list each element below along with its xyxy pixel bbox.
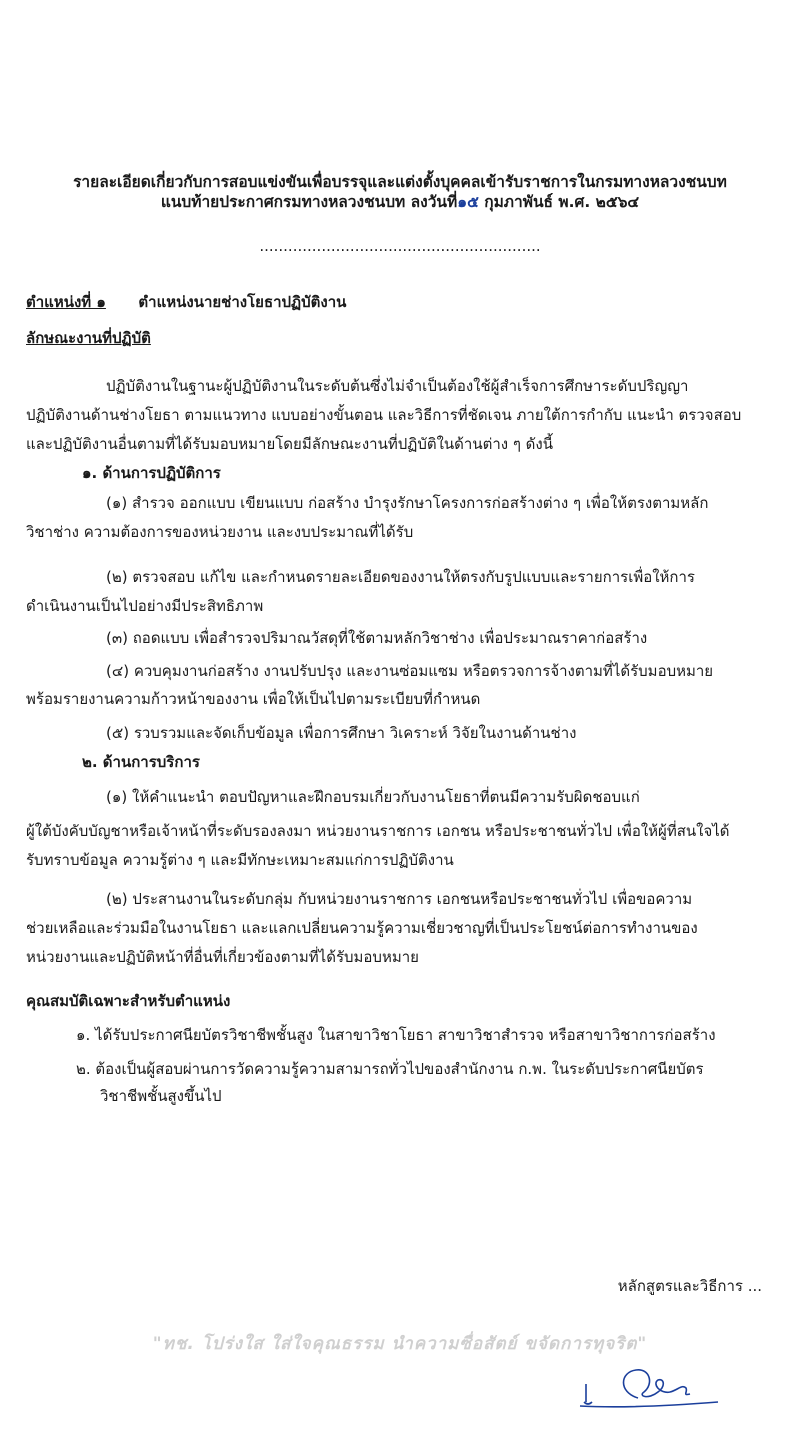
doc-title-line2 (0, 192, 800, 212)
services-item-1-cont-b: รับทราบข้อมูล ความรู้ต่าง ๆ และมีทักษะเหมาะสมแก่การปฏิบัติงาน (26, 851, 454, 869)
intro-line-2: ปฏิบัติงานด้านช่างโยธา ตามแนวทาง แบบอย่างขั้นตอน และวิธีการที่ชัดเจน ภายใต้การกำกับ แนะนำ ตรวจสอบ (26, 406, 742, 424)
doc-title-date: กุมภาพันธ์ พ.ศ. ๒๕๖๔ (478, 193, 640, 211)
qualifications-heading: คุณสมบัติเฉพาะสำหรับตำแหน่ง (26, 992, 231, 1010)
position-title: ตำแหน่งนายช่างโยธาปฏิบัติงาน (138, 293, 347, 311)
operations-item-2: (๒) ตรวจสอบ แก้ไข และกำหนดรายละเอียดของงานให้ตรงกับรูปแบบและรายการเพื่อให้การ (106, 568, 695, 586)
qualification-item-1: ๑. ได้รับประกาศนียบัตรวิชาชีพชั้นสูง ในสาขาวิชาโยธา สาขาวิชาสำรวจ หรือสาขาวิชาการก่อสร้าง (76, 1026, 716, 1044)
operations-item-3: (๓) ถอดแบบ เพื่อสำรวจปริมาณวัสดุที่ใช้ตามหลักวิชาช่าง เพื่อประมาณราคาก่อสร้าง (106, 629, 648, 647)
section-operations-title: ๑. ด้านการปฏิบัติการ (82, 464, 221, 482)
services-item-1-cont-a: ผู้ใต้บังคับบัญชาหรือเจ้าหน้าที่ระดับรองลงมา หน่วยงานราชการ เอกชน หรือประชาชนทั่วไป เพื่อให้ผู้ที่สนใจได้ (26, 822, 730, 840)
operations-item-1: (๑) สำรวจ ออกแบบ เขียนแบบ ก่อสร้าง บำรุงรักษาโครงการก่อสร้างต่าง ๆ เพื่อให้ตรงตามหลัก (106, 494, 709, 512)
position-heading (26, 292, 346, 312)
qualification-item-2: ๒. ต้องเป็นผู้สอบผ่านการวัดความรู้ความสามารถทั่วไปของสำนักงาน ก.พ. ในระดับประกาศนียบัตร (76, 1060, 704, 1078)
services-item-1: (๑) ให้คำแนะนำ ตอบปัญหาและฝึกอบรมเกี่ยวกับงานโยธาที่ตนมีความรับผิดชอบแก่ (106, 788, 640, 806)
doc-title-line1: รายละเอียดเกี่ยวกับการสอบแข่งขันเพื่อบรรจุและแต่งตั้งบุคคลเข้ารับราชการในกรมทางหลวงชนบท (73, 173, 727, 191)
operations-item-1-cont: วิชาช่าง ความต้องการของหน่วยงาน และงบประมาณที่ได้รับ (26, 523, 414, 541)
operations-item-5: (๕) รวบรวมและจัดเก็บข้อมูล เพื่อการศึกษา วิเคราะห์ วิจัยในงานด้านช่าง (106, 724, 577, 742)
job-heading: ลักษณะงานที่ปฏิบัติ (26, 329, 151, 347)
continued-label: หลักสูตรและวิธีการ ... (617, 1277, 762, 1295)
qualification-item-2-cont: วิชาชีพชั้นสูงขึ้นไป (100, 1087, 222, 1105)
signature (578, 1362, 728, 1422)
section-services-title: ๒. ด้านการบริการ (82, 753, 200, 771)
operations-item-4-cont: พร้อมรายงานความก้าวหน้าของงาน เพื่อให้เป็นไปตามระเบียบที่กำหนด (26, 690, 481, 708)
operations-item-2-cont: ดำเนินงานเป็นไปอย่างมีประสิทธิภาพ (26, 597, 264, 615)
doc-title-prefix: แนบท้ายประกาศกรมทางหลวงชนบท ลงวันที่ (160, 193, 458, 211)
services-item-2-cont-a: ช่วยเหลือและร่วมมือในงานโยธา และแลกเปลี่ยนความรู้ความเชี่ยวชาญที่เป็นประโยชน์ต่อการทำงานของ (26, 919, 698, 937)
services-item-2-cont-b: หน่วยงานและปฏิบัติหน้าที่อื่นที่เกี่ยวข้องตามที่ได้รับมอบหมาย (26, 948, 419, 966)
services-item-2: (๒) ประสานงานในระดับกลุ่ม กับหน่วยงานราชการ เอกชนหรือประชาชนทั่วไป เพื่อขอความ (106, 890, 693, 908)
handwritten-day: ๑๕ (457, 193, 479, 211)
intro-line-3: และปฏิบัติงานอื่นตามที่ได้รับมอบหมายโดยมีลักษณะงานที่ปฏิบัติในด้านต่าง ๆ ดังนี้ (26, 435, 553, 453)
operations-item-4: (๔) ควบคุมงานก่อสร้าง งานปรับปรุง และงานซ่อมแซม หรือตรวจการจ้างตามที่ได้รับมอบหมาย (106, 662, 714, 680)
dotted-separator: ........................................................... (259, 237, 541, 255)
intro-line-1: ปฏิบัติงานในฐานะผู้ปฏิบัติงานในระดับต้นซึ่งไม่จำเป็นต้องใช้ผู้สำเร็จการศึกษาระดับปริญญา (106, 377, 689, 395)
position-number: ตำแหน่งที่ ๑ (26, 293, 106, 311)
watermark-motto: "ทช. โปร่งใส ใส่ใจคุณธรรม นำความซื่อสัตย์ ขจัดการทุจริต" (152, 1334, 648, 1354)
